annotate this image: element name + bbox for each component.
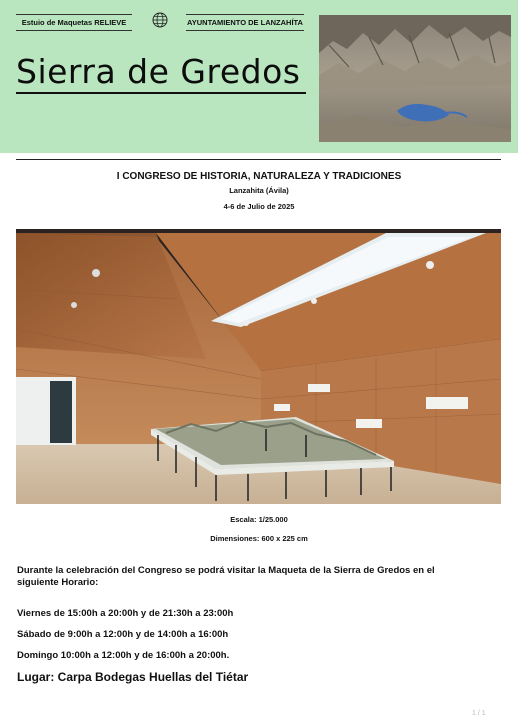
header-banner xyxy=(0,0,518,153)
page-title: Sierra de Gredos xyxy=(16,52,301,91)
venue-location: Lugar: Carpa Bodegas Huellas del Tiétar xyxy=(17,670,249,684)
event-dates: 4-6 de Julio de 2025 xyxy=(223,202,295,211)
model-dimensions: Dimensiones: 600 x 225 cm xyxy=(210,534,308,543)
schedule-saturday: Sábado de 9:00h a 12:00h y de 14:00h a 16:00h xyxy=(17,629,229,640)
town-council-label: AYUNTAMIENTO DE LANZAHÍTA xyxy=(186,14,304,31)
studio-label: Estuio de Maquetas RELIEVE xyxy=(16,14,132,31)
title-underline xyxy=(16,92,306,94)
model-scale: Escala: 1/25.000 xyxy=(230,515,288,524)
schedule-friday: Viernes de 15:00h a 20:00h y de 21:30h a 23:00h xyxy=(17,608,234,619)
exhibition-room-photo xyxy=(16,229,501,504)
visit-intro: Durante la celebración del Congreso se podrá visitar la Maqueta de la Sierra de Gredos en el siguiente Horario: xyxy=(17,565,435,588)
event-place: Lanzahita (Ávila) xyxy=(229,186,289,195)
schedule-sunday: Domingo 10:00h a 12:00h y de 16:00h a 20:00h. xyxy=(17,650,230,661)
page-number: 1 / 1 xyxy=(472,710,486,717)
terrain-model-photo xyxy=(319,15,511,142)
event-name: I CONGRESO DE HISTORIA, NATURALEZA Y TRADICIONES xyxy=(116,171,402,182)
globe-icon xyxy=(152,12,168,28)
section-divider xyxy=(16,159,501,160)
